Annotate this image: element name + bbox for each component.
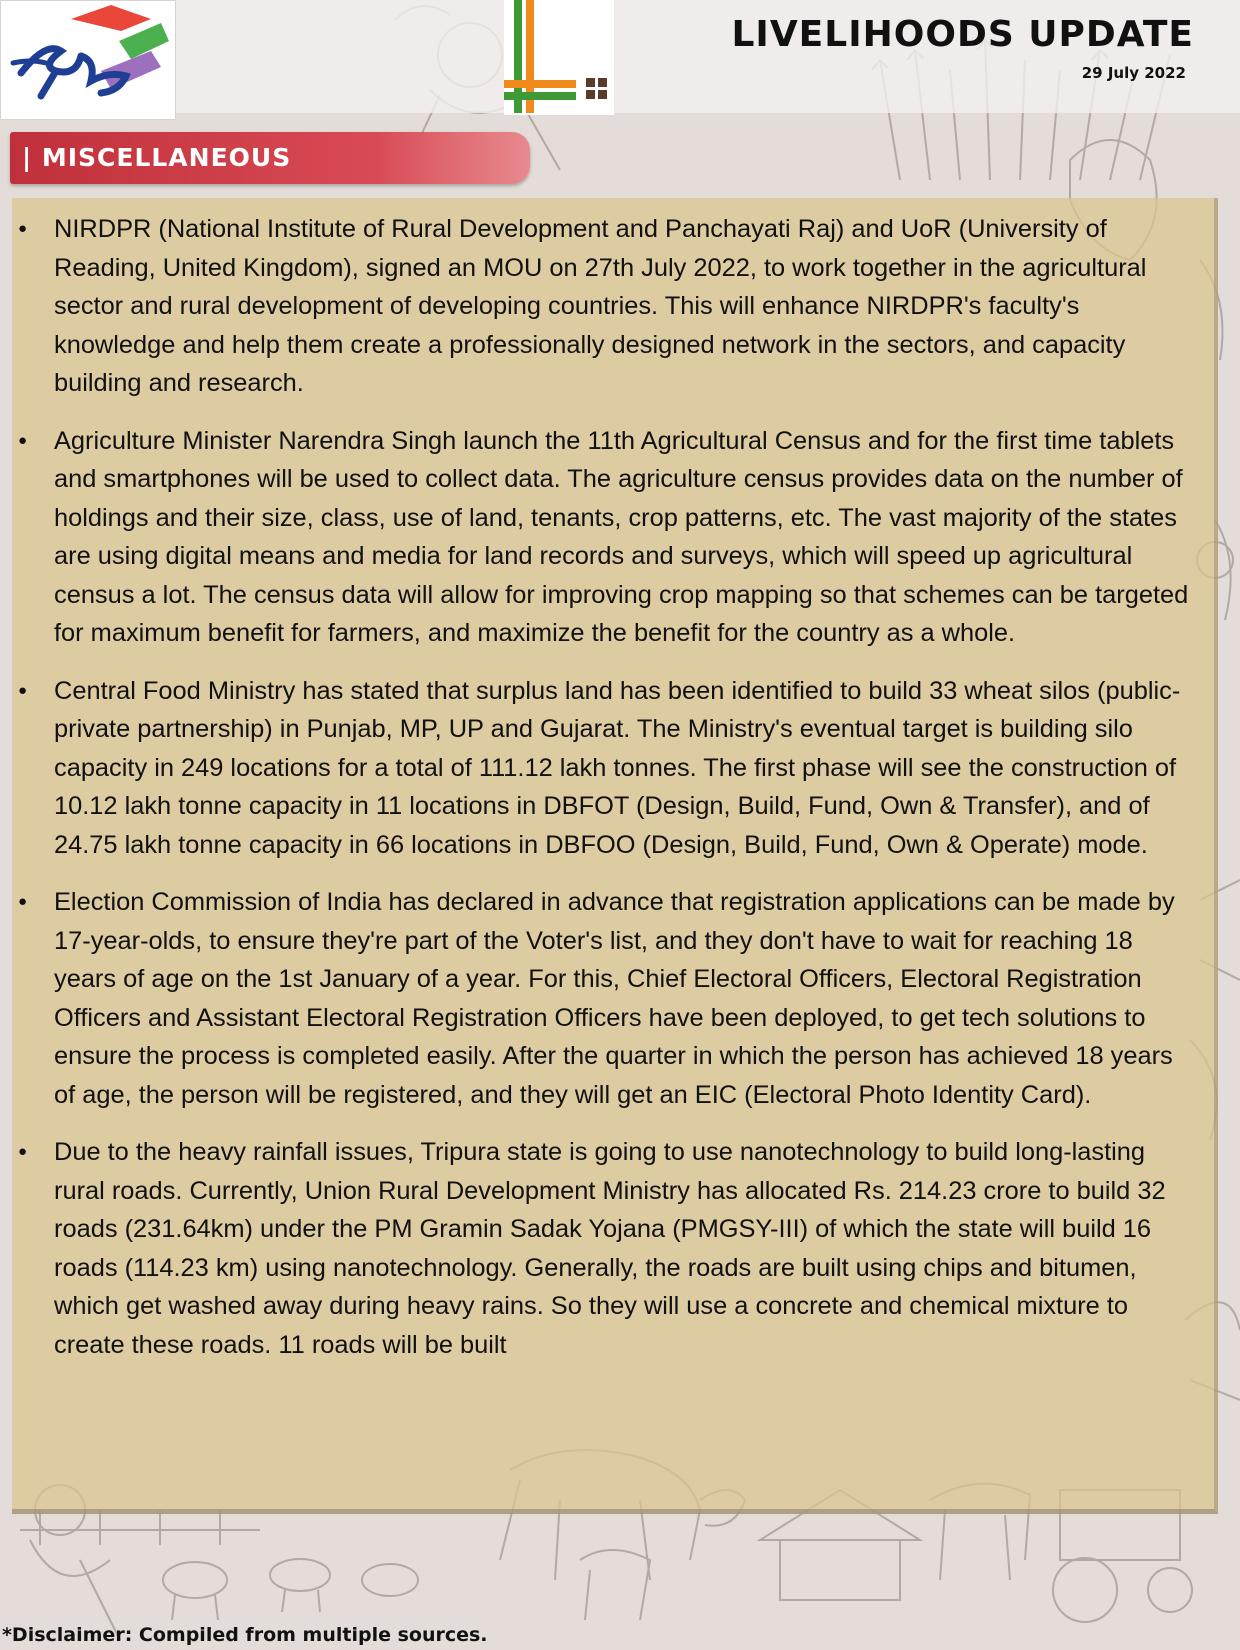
news-item: ● Central Food Ministry has stated that surplus land has been identified to build 33 wheat silos (public-private partnership) in Punjab, MP, UP and Gujarat. The Ministry's eventual target is building silo capacity in 249 locations for a total of 111.12 lakh tonnes. The first phase will see the construction of 10.12 lakh tonne capacity in 11 locations in DBFOT (Design, Build, Fund, Own & Transfer), and of 24.75 lakh tonne capacity in 66 locations in DBFOO (Design, Build, Fund, Own & Operate) mode.: [12, 672, 1200, 865]
publication-title: LIVELIHOODS UPDATE: [731, 14, 1194, 55]
news-item: ● Due to the heavy rainfall issues, Tripura state is going to use nanotechnology to build long-lasting rural roads. Currently, Union Rural Development Ministry has allocated Rs. 214.23 crore to build 32 roads (231.64km) under the PM Gramin Sadak Yojana (PMGSY-III) of which the state will build 16 roads (114.23 km) using nanotechnology. Generally, the roads are built using chips and bitumen, which get washed away during heavy rains. So they will use a concrete and chemical mixture to create these roads. 11 roads will be built: [12, 1133, 1200, 1364]
news-item: ● Election Commission of India has declared in advance that registration applications can be made by 17-year-olds, to ensure they're part of the Voter's list, and they don't have to wait for reaching 18 years of age on the 1st January of a year. For this, Chief Electoral Officers, Electoral Registration Officers and Assistant Electoral Registration Officers have been deployed, to get tech solutions to ensure the process is completed easily. After the quarter in which the person has achieved 18 years of age, the person will be registered, and they will get an EIC (Electoral Photo Identity Card).: [12, 883, 1200, 1114]
news-item: ● NIRDPR (National Institute of Rural Development and Panchayati Raj) and UoR (University of Reading, United Kingdom), signed an MOU on 27th July 2022, to work together in the agricultural sector and rural development of developing countries. This will enhance NIRDPR's faculty's knowledge and help them create a professionally designed network in the sectors, and capacity building and research.: [12, 210, 1200, 403]
akshara-logo-icon: [1, 1, 177, 121]
news-list: [12, 198, 1214, 1364]
content-panel: [12, 198, 1218, 1514]
disclaimer: *Disclaimer: Compiled from multiple sources.: [2, 1624, 488, 1646]
logo: [0, 0, 176, 120]
publication-date: 29 July 2022: [1081, 64, 1186, 82]
section-title: | MISCELLANEOUS: [22, 143, 292, 172]
section-banner: [10, 132, 530, 184]
tricolor-bars-mark-icon: [504, 0, 614, 115]
news-item: ● Agriculture Minister Narendra Singh launch the 11th Agricultural Census and for the first time tablets and smartphones will be used to collect data. The agriculture census provides data on the number of holdings and their size, class, use of land, tenants, crop patterns, etc. The vast majority of the states are using digital means and media for land records and surveys, which will speed up agricultural census a lot. The census data will allow for improving crop mapping so that schemes can be targeted for maximum benefit for farmers, and maximize the benefit for the country as a whole.: [12, 422, 1200, 653]
